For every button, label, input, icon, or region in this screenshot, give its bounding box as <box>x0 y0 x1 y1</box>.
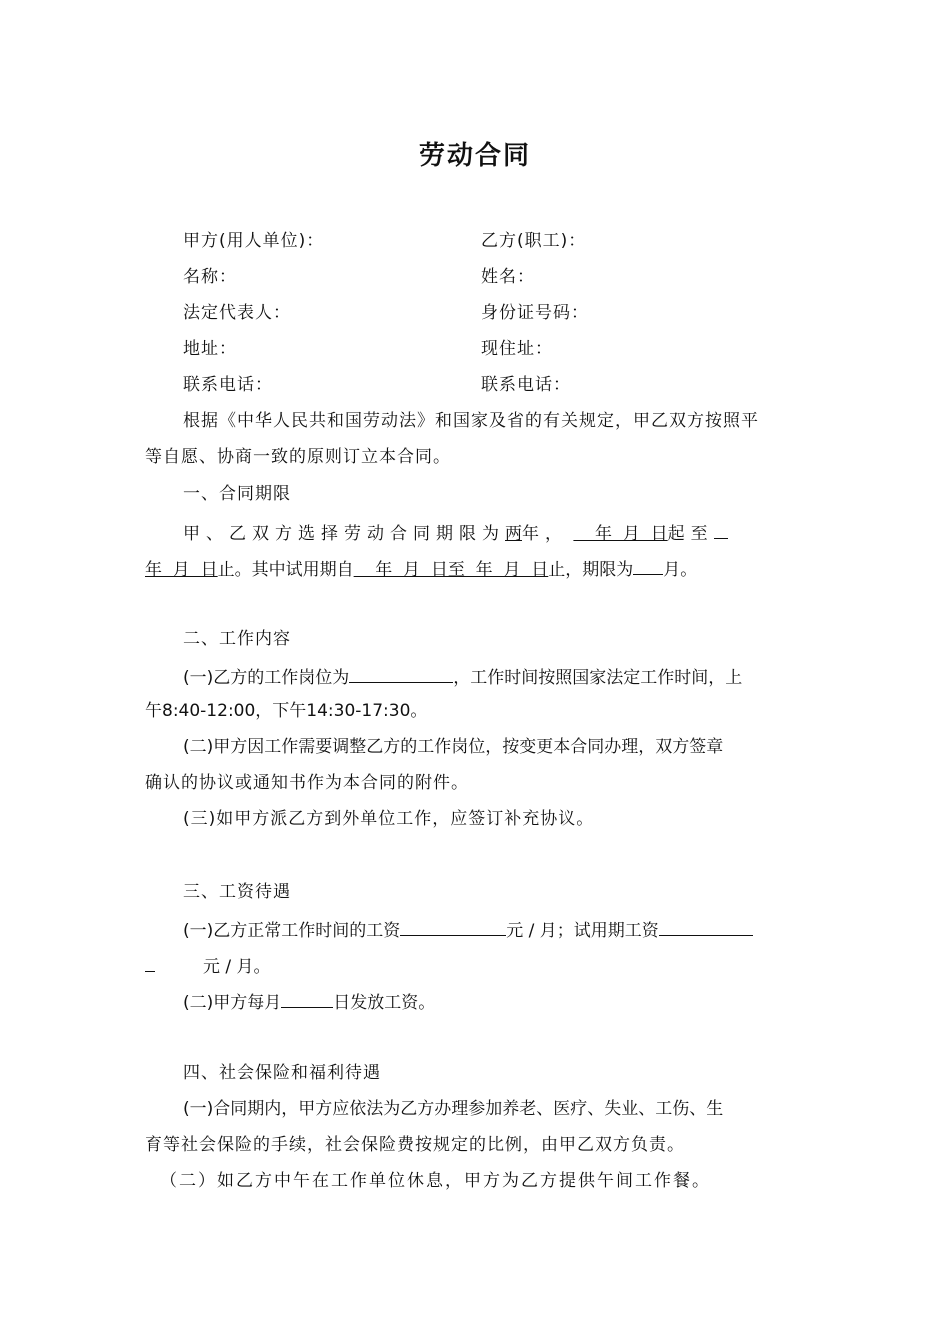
intro-line-1: 根据《中华人民共和国劳动法》和国家及省的有关规定，甲乙双方按照平 <box>183 411 759 431</box>
contract-term-line-1 <box>183 520 728 545</box>
section-2-heading: 二、工作内容 <box>183 629 291 649</box>
section-4-heading: 四、社会保险和福利待遇 <box>183 1063 381 1083</box>
party-b-heading: 乙方(职工)： <box>481 231 587 251</box>
party-b-address-label: 现住址： <box>481 339 553 359</box>
normal-wage-blank <box>400 917 506 936</box>
wage-text-a: (一)乙方正常工作时间的工资 <box>183 921 401 941</box>
party-a-name-label: 名称： <box>183 267 237 287</box>
work-text-a: (一)乙方的工作岗位为 <box>183 668 350 688</box>
wage-p1-line-2 <box>145 953 271 978</box>
probation-range: 年 月 日至 年 月 日 <box>353 560 549 580</box>
term-end-blank <box>714 520 728 539</box>
term-text-f: 月。 <box>663 560 698 580</box>
party-a-heading: 甲方(用人单位)： <box>183 231 325 251</box>
payday-blank <box>281 989 333 1008</box>
work-content-p1-line-1 <box>183 664 742 689</box>
probation-wage-blank-cont <box>145 953 155 972</box>
job-position-blank <box>349 664 453 683</box>
term-text-a: 甲、乙双方选择劳动合同期限为 <box>183 524 505 544</box>
term-text-c: 起至 <box>667 524 714 544</box>
intro-line-2: 等自愿、协商一致的原则订立本合同。 <box>145 447 451 467</box>
party-b-id-label: 身份证号码： <box>481 303 589 323</box>
insurance-p2: （二）如乙方中午在工作单位休息，甲方为乙方提供午间工作餐。 <box>160 1171 711 1191</box>
probation-months-blank <box>633 556 663 575</box>
probation-wage-blank <box>659 917 753 936</box>
work-content-p2-line-1: (二)甲方因工作需要调整乙方的工作岗位，按变更本合同办理，双方签章 <box>183 737 724 757</box>
party-b-phone-label: 联系电话： <box>481 375 571 395</box>
term-end-date: 年 月 日 <box>145 560 218 580</box>
term-text-b: 年， <box>522 524 568 544</box>
insurance-p1-line-1: (一)合同期内，甲方应依法为乙方办理参加养老、医疗、失业、工伤、生 <box>183 1099 724 1119</box>
term-years: 两 <box>505 524 522 544</box>
section-3-heading: 三、工资待遇 <box>183 882 291 902</box>
section-1-heading: 一、合同期限 <box>183 484 291 504</box>
wage-text-b: 元 / 月；试用期工资 <box>506 921 659 941</box>
wage-text-d: (二)甲方每月 <box>183 993 282 1013</box>
insurance-p1-line-2: 育等社会保险的手续，社会保险费按规定的比例，由甲乙双方负责。 <box>145 1135 685 1155</box>
work-content-p1-line-2: 午8:40-12:00，下午14:30-17:30。 <box>145 701 428 721</box>
wage-text-e: 日发放工资。 <box>333 993 436 1013</box>
contract-term-line-2 <box>145 556 697 581</box>
work-text-b: ，工作时间按照国家法定工作时间，上 <box>453 668 743 688</box>
term-text-d: 止。其中试用期自 <box>217 560 354 580</box>
party-b-name-label: 姓名： <box>481 267 535 287</box>
party-a-address-label: 地址： <box>183 339 237 359</box>
term-start-date: 年 月 日 <box>573 524 668 544</box>
party-a-phone-label: 联系电话： <box>183 375 273 395</box>
party-a-rep-label: 法定代表人： <box>183 303 291 323</box>
wage-text-c: 元 / 月。 <box>203 957 271 977</box>
work-content-p2-line-2: 确认的协议或通知书作为本合同的附件。 <box>145 773 469 793</box>
wage-p2 <box>183 989 435 1014</box>
work-content-p3: (三)如甲方派乙方到外单位工作，应签订补充协议。 <box>183 809 595 829</box>
term-text-e: 止，期限为 <box>548 560 634 580</box>
wage-p1-line-1 <box>183 917 753 942</box>
document-title: 劳动合同 <box>418 141 531 171</box>
